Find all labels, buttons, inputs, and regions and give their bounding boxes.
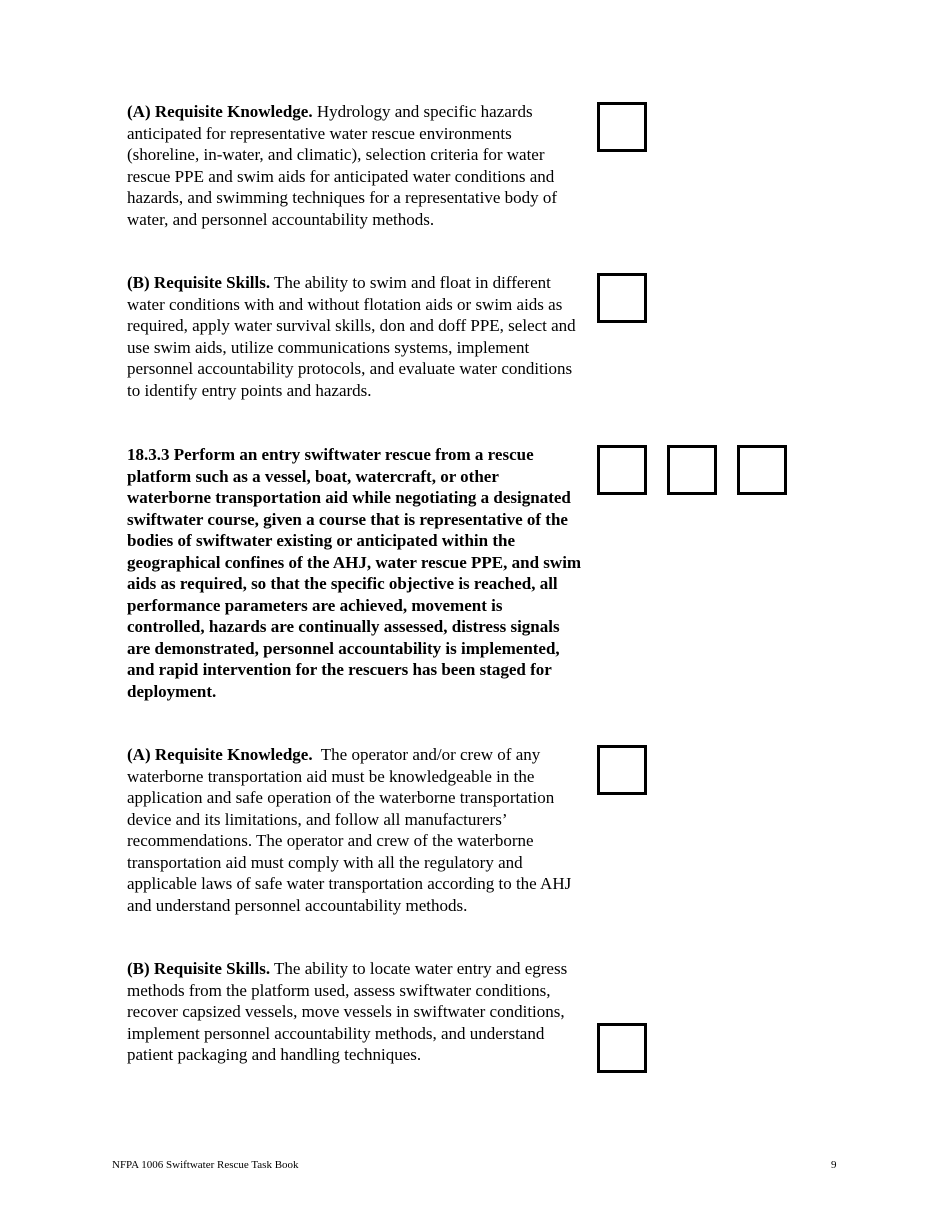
paragraph-body: Hydrology and specific hazards anticipated for representative water rescue environments (shoreline, in-water, and climatic), selection criteria for water rescue PPE and swim aids for anticipated water conditions and hazards, and swimming techniques for a representative body of water, and personnel accountability methods.: [127, 102, 558, 229]
signoff-checkbox[interactable]: [597, 273, 647, 323]
signoff-checkbox[interactable]: [597, 1023, 647, 1073]
requisite-knowledge-paragraph-2: [127, 744, 582, 916]
signoff-checkbox-2[interactable]: [667, 445, 717, 495]
requisite-skills-paragraph-2: [127, 958, 582, 1066]
requisite-knowledge-paragraph-1: [127, 101, 582, 230]
signoff-checkbox[interactable]: [597, 102, 647, 152]
paragraph-lead: (B) Requisite Skills.: [127, 959, 271, 978]
page-number: 9: [831, 1159, 837, 1171]
paragraph-lead: (B) Requisite Skills.: [127, 273, 271, 292]
jpr-18-3-3-paragraph: 18.3.3 Perform an entry swiftwater rescue from a rescue platform such as a vessel, boat, watercraft, or other waterborne transportation aid while negotiating a designated swiftwater course, given a course that is representative of the bodies of swiftwater existing or anticipated within the geographical confines of the AHJ, water rescue PPE, and swim aids as required, so that the specific objective is reached, all performance parameters are achieved, movement is controlled, hazards are continually assessed, distress signals are demonstrated, personnel accountability is implemented, and rapid intervention for the rescuers has been staged for deployment.: [127, 445, 582, 701]
signoff-checkbox[interactable]: [597, 745, 647, 795]
paragraph-body: The ability to swim and float in different water conditions with and without flotation aids or swim aids as required, apply water survival skills, don and doff PPE, select and use swim aids, utilize communications systems, implement personnel accountability protocols, and evaluate water conditions to identify entry points and hazards.: [127, 273, 576, 400]
signoff-checkbox-1[interactable]: [597, 445, 647, 495]
paragraph-body: The ability to locate water entry and egress methods from the platform used, assess swiftwater conditions, recover capsized vessels, move vessels in swiftwater conditions, implement personnel accountability methods, and understand patient packaging and handling techniques.: [127, 959, 568, 1064]
paragraph-lead: (A) Requisite Knowledge.: [127, 102, 313, 121]
signoff-checkbox-3[interactable]: [737, 445, 787, 495]
paragraph-body: The operator and/or crew of any waterborne transportation aid must be knowledgeable in the application and safe operation of the waterborne transportation device and its limitations, and follow all manufacturers’ recommendations. The operator and crew of the waterborne transportation aid must comply with all the regulatory and applicable laws of safe water transportation according to the AHJ and understand personnel accountability methods.: [127, 745, 576, 915]
requisite-skills-paragraph-1: [127, 272, 582, 401]
footer-title: NFPA 1006 Swiftwater Rescue Task Book: [112, 1159, 299, 1171]
paragraph-lead: (A) Requisite Knowledge.: [127, 745, 313, 764]
